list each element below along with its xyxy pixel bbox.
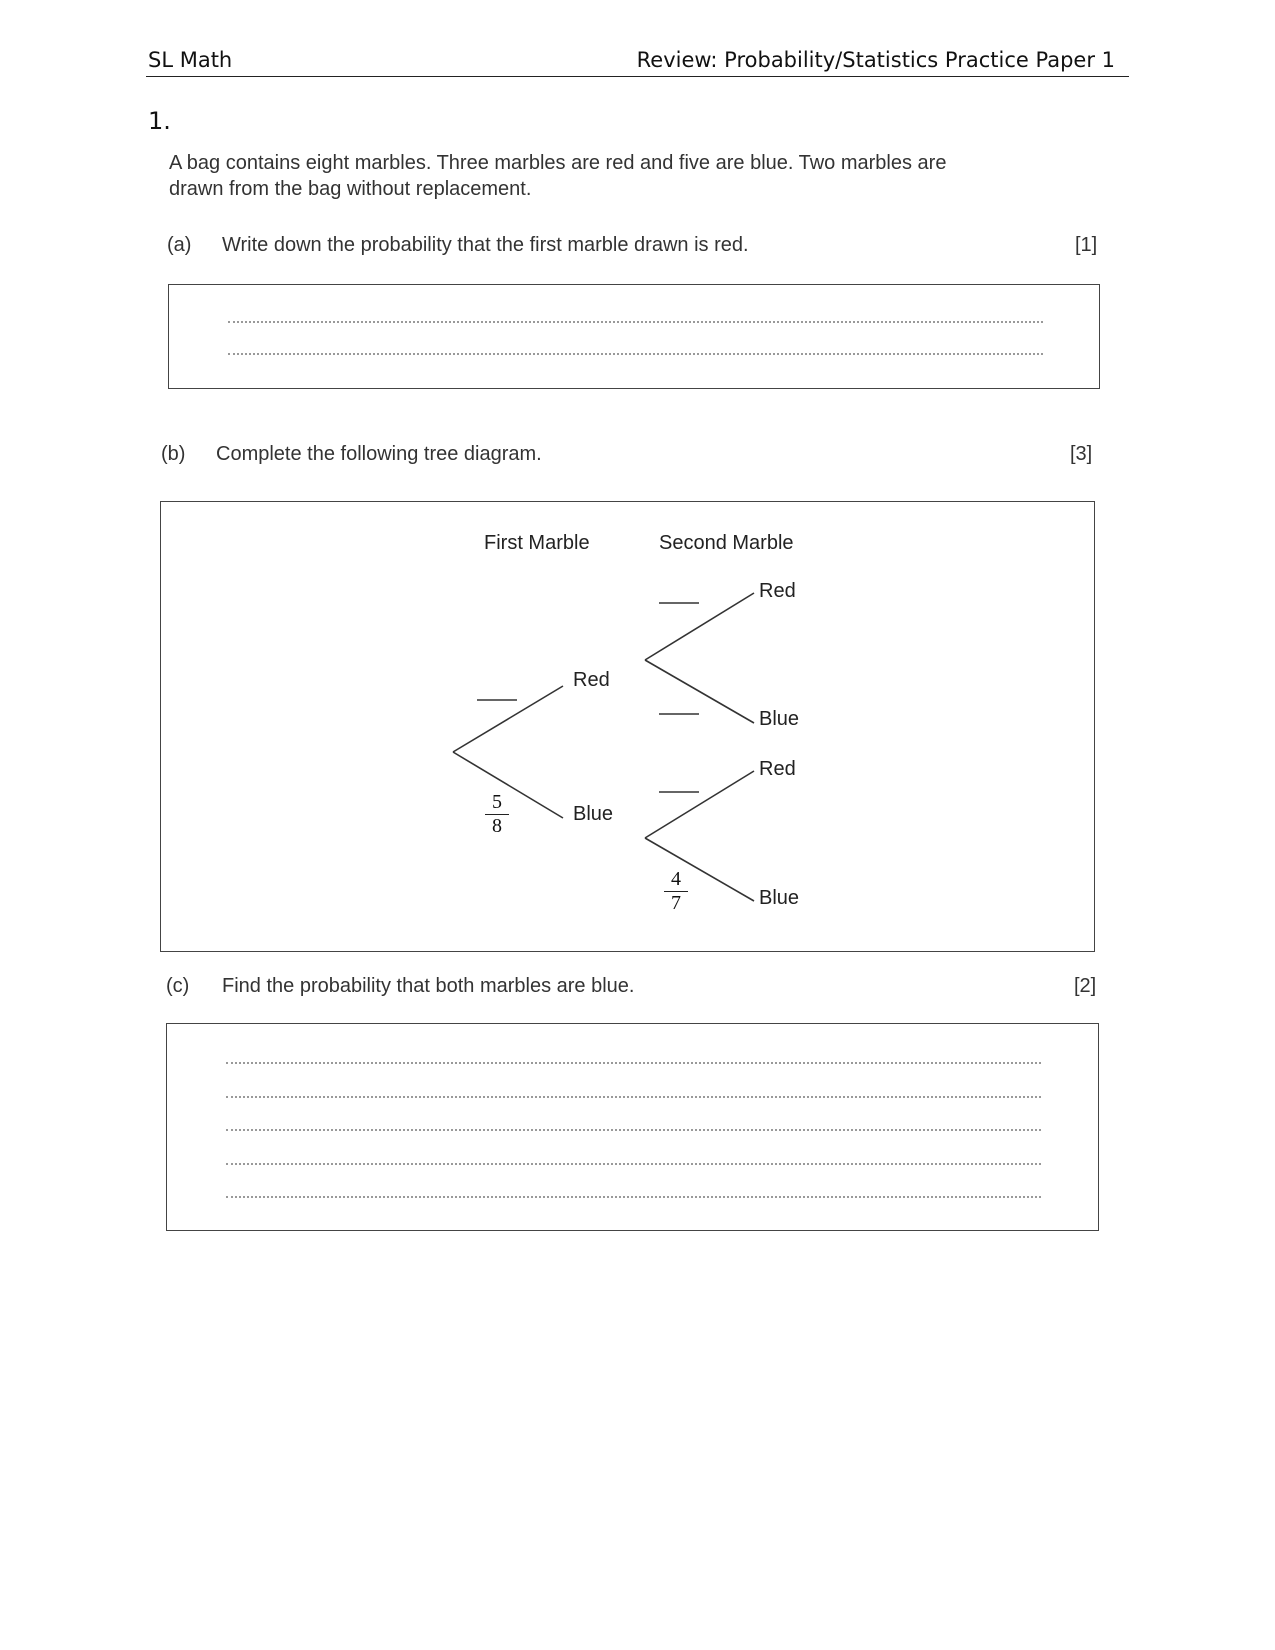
branch-blue-red — [645, 771, 754, 838]
question-number: 1. — [148, 107, 171, 135]
part-a-text: Write down the probability that the first marble drawn is red. — [222, 234, 749, 256]
prob-blue-blue-denominator: 7 — [671, 892, 681, 914]
tree-second-blue-red: Red — [759, 758, 796, 780]
answer-line — [226, 1062, 1041, 1064]
part-a-marks: [1] — [1075, 234, 1098, 256]
prob-blue-blue-numerator: 4 — [664, 868, 688, 892]
tree-second-red-blue: Blue — [759, 708, 800, 730]
tree-first-blue: Blue — [573, 803, 614, 825]
header-title: Review: Probability/Statistics Practice Paper 1 — [636, 48, 1115, 72]
part-b-marks: [3] — [1070, 443, 1093, 465]
prob-first-blue — [485, 791, 509, 838]
prob-blue-blue — [664, 868, 688, 915]
answer-line — [226, 1096, 1041, 1098]
stem-line-1: A bag contains eight marbles. Three marbles are red and five are blue. Two marbles are — [169, 152, 947, 174]
tree-second-blue-blue: Blue — [759, 887, 800, 909]
part-b-text: Complete the following tree diagram. — [216, 443, 542, 465]
part-a-label: (a) — [167, 234, 192, 256]
part-b-label: (b) — [161, 443, 186, 465]
answer-line — [226, 1163, 1041, 1165]
part-c-text: Find the probability that both marbles are blue. — [222, 975, 635, 997]
tree-heading-first: First Marble — [484, 532, 590, 554]
answer-line — [226, 1196, 1041, 1198]
stem-line-2: drawn from the bag without replacement. — [169, 178, 532, 200]
part-c-label: (c) — [166, 975, 190, 997]
branch-blue-blue — [645, 838, 754, 901]
prob-first-blue-denominator: 8 — [492, 815, 502, 837]
answer-line — [226, 1129, 1041, 1131]
tree-heading-second: Second Marble — [659, 532, 794, 554]
part-c-marks: [2] — [1074, 975, 1097, 997]
tree-first-red: Red — [573, 669, 610, 691]
header-course: SL Math — [148, 48, 233, 72]
branch-first-red — [453, 686, 563, 752]
tree-second-red-red: Red — [759, 580, 796, 602]
prob-first-blue-numerator: 5 — [485, 791, 509, 815]
answer-box-c[interactable] — [166, 1023, 1099, 1231]
